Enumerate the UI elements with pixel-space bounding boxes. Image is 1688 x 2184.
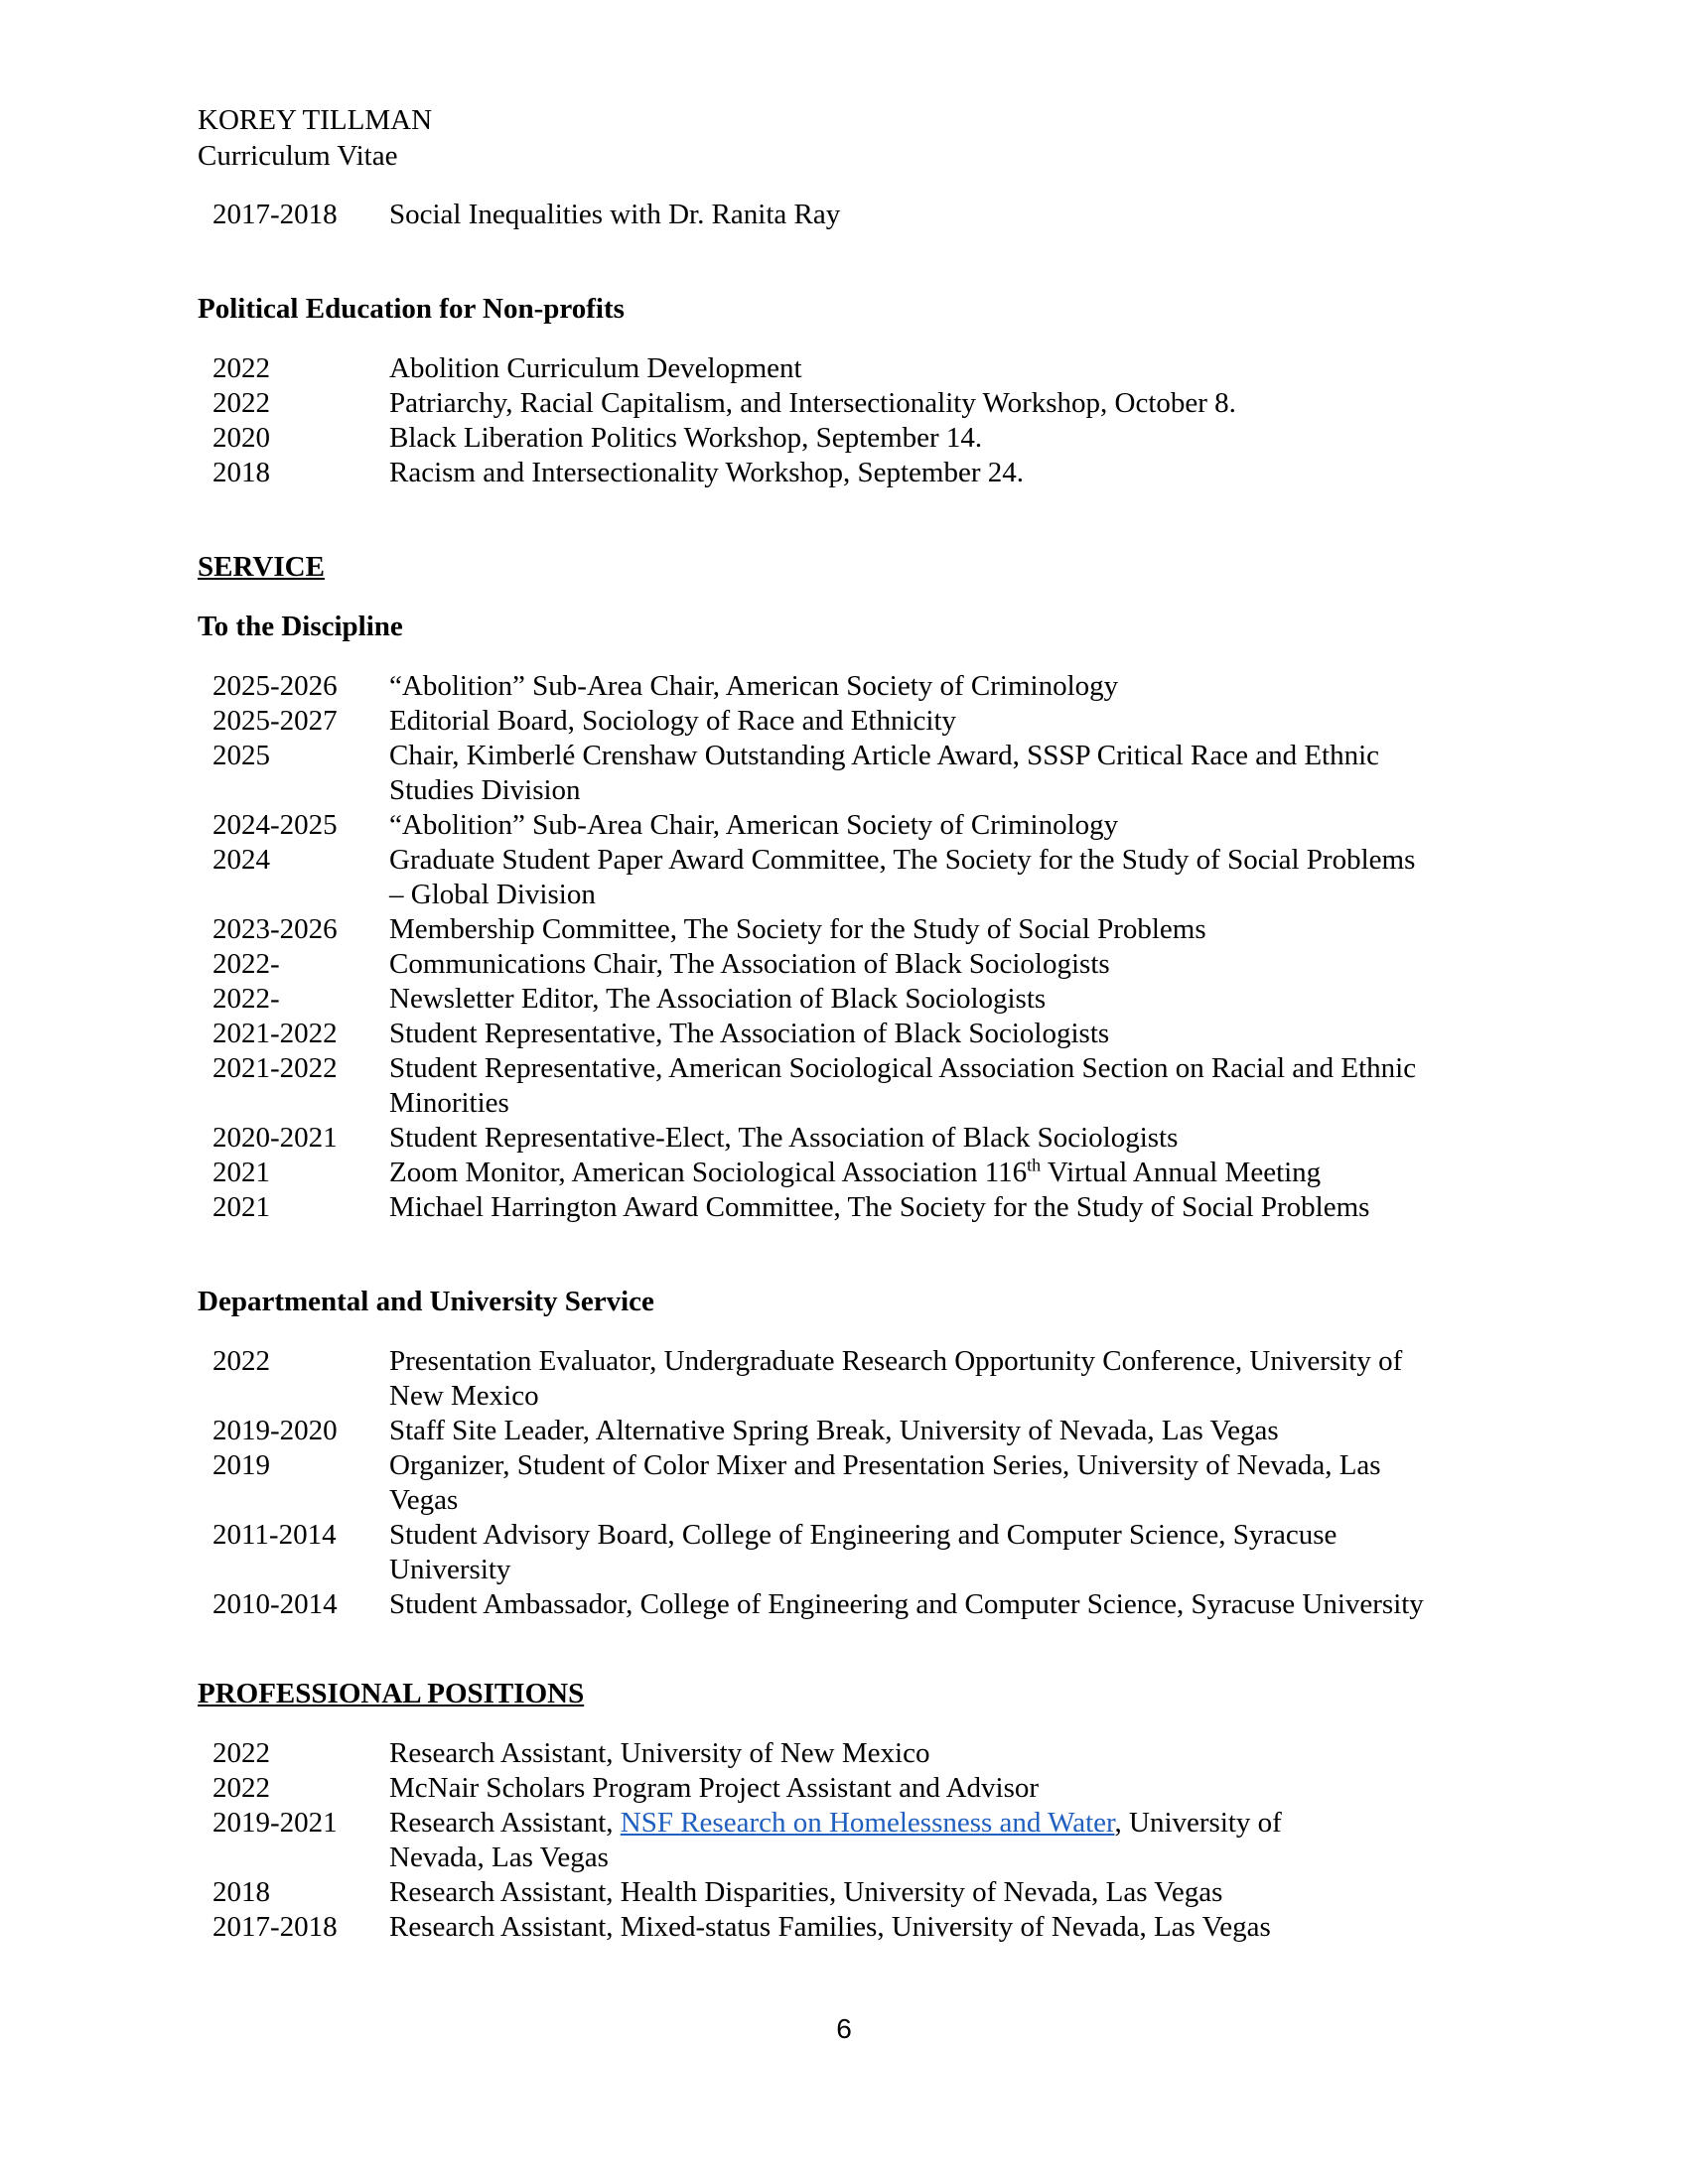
- discipline-service-list: [212, 669, 1503, 1225]
- entry-description: [389, 1518, 1503, 1587]
- university-service-heading: Departmental and University Service: [198, 1286, 654, 1317]
- entry-year: 2022-: [212, 948, 280, 980]
- cv-header: [198, 102, 432, 174]
- entry-year: 2019-2020: [212, 1415, 338, 1446]
- nsf-research-link[interactable]: NSF Research on Homelessness and Water: [620, 1807, 1115, 1839]
- entry-description: [389, 1051, 1503, 1121]
- entry-year: 2020-2021: [212, 1122, 338, 1154]
- entry-description: Black Liberation Politics Workshop, September 14.: [389, 422, 983, 454]
- entry-description-line: Presentation Evaluator, Undergraduate Research Opportunity Conference, University of: [389, 1345, 1403, 1377]
- entry-description: Staff Site Leader, Alternative Spring Break, University of Nevada, Las Vegas: [389, 1415, 1279, 1446]
- professional-positions-heading: PROFESSIONAL POSITIONS: [198, 1678, 585, 1709]
- page-number: 6: [836, 2013, 852, 2044]
- entry-description: [389, 843, 1503, 912]
- political-education-list: [212, 351, 1503, 490]
- entry-description-line: New Mexico: [389, 1380, 539, 1412]
- entry-year: 2018: [212, 457, 270, 488]
- entry-year: 2022: [212, 387, 270, 419]
- teaching-continued-list: [212, 198, 1503, 232]
- list-item: [212, 1518, 1503, 1587]
- author-name: KOREY TILLMAN: [198, 104, 433, 136]
- entry-description: “Abolition” Sub-Area Chair, American Society of Criminology: [389, 670, 1119, 702]
- entry-year: 2017-2018: [212, 199, 338, 230]
- entry-year: 2018: [212, 1876, 270, 1908]
- list-item: [212, 421, 1503, 456]
- entry-description: McNair Scholars Program Project Assistant and Advisor: [389, 1772, 1040, 1804]
- entry-description-text: Virtual Annual Meeting: [1041, 1157, 1322, 1188]
- entry-description: Student Representative, The Association of Black Sociologists: [389, 1018, 1110, 1049]
- entry-year: 2022: [212, 1345, 270, 1377]
- entry-description: Student Representative-Elect, The Association of Black Sociologists: [389, 1122, 1179, 1154]
- list-item: [212, 1121, 1503, 1156]
- list-item: [212, 1156, 1503, 1190]
- entry-description-line: Nevada, Las Vegas: [389, 1842, 609, 1873]
- university-service-list: [212, 1344, 1503, 1622]
- list-item: [212, 947, 1503, 982]
- entry-description-line: Studies Division: [389, 774, 581, 806]
- entry-year: 2020: [212, 422, 270, 454]
- entry-description-line: University: [389, 1554, 511, 1585]
- list-item: [212, 912, 1503, 947]
- entry-description: Communications Chair, The Association of Black Sociologists: [389, 948, 1110, 980]
- list-item: [212, 739, 1503, 808]
- entry-description: Editorial Board, Sociology of Race and Ethnicity: [389, 705, 957, 737]
- entry-year: 2011-2014: [212, 1519, 337, 1551]
- entry-year: 2021-2022: [212, 1052, 338, 1084]
- entry-year: 2021: [212, 1191, 270, 1223]
- political-education-heading: Political Education for Non-profits: [198, 293, 625, 325]
- list-item: [212, 1736, 1503, 1771]
- discipline-service-heading: To the Discipline: [198, 611, 403, 642]
- entry-description: Research Assistant, Mixed-status Families, University of Nevada, Las Vegas: [389, 1911, 1271, 1943]
- list-item: [212, 1344, 1503, 1414]
- entry-description: [389, 1156, 1503, 1190]
- entry-year: 2021: [212, 1157, 270, 1188]
- entry-description-line: Minorities: [389, 1087, 509, 1119]
- list-item: [212, 1190, 1503, 1225]
- entry-description: Patriarchy, Racial Capitalism, and Intersectionality Workshop, October 8.: [389, 387, 1236, 419]
- list-item: [212, 386, 1503, 421]
- entry-description: Student Ambassador, College of Engineering and Computer Science, Syracuse University: [389, 1588, 1424, 1620]
- entry-description-line: Chair, Kimberlé Crenshaw Outstanding Article Award, SSSP Critical Race and Ethnic: [389, 740, 1380, 771]
- entry-description-line: Student Advisory Board, College of Engineering and Computer Science, Syracuse: [389, 1519, 1337, 1551]
- entry-year: 2021-2022: [212, 1018, 338, 1049]
- entry-year: 2022: [212, 352, 270, 384]
- entry-year: 2022: [212, 1737, 270, 1769]
- list-item: [212, 198, 1503, 232]
- list-item: [212, 669, 1503, 704]
- entry-year: 2025-2027: [212, 705, 338, 737]
- list-item: [212, 1587, 1503, 1622]
- list-item: [212, 1414, 1503, 1448]
- list-item: [212, 1448, 1503, 1518]
- list-item: [212, 1017, 1503, 1051]
- entry-year: 2023-2026: [212, 913, 338, 945]
- document-subtitle: Curriculum Vitae: [198, 140, 398, 172]
- entry-description-text: , University of: [1114, 1807, 1282, 1839]
- entry-description: “Abolition” Sub-Area Chair, American Society of Criminology: [389, 809, 1119, 841]
- entry-year: 2022: [212, 1772, 270, 1804]
- entry-year: 2010-2014: [212, 1588, 338, 1620]
- entry-year: 2025-2026: [212, 670, 338, 702]
- entry-year: 2024: [212, 844, 270, 876]
- entry-description: Abolition Curriculum Development: [389, 352, 802, 384]
- entry-year: 2025: [212, 740, 270, 771]
- list-item: [212, 456, 1503, 490]
- list-item: [212, 843, 1503, 912]
- entry-description: Social Inequalities with Dr. Ranita Ray: [389, 199, 841, 230]
- entry-description-text: Research Assistant,: [389, 1807, 621, 1839]
- entry-description-line: Vegas: [389, 1484, 459, 1516]
- entry-description: [389, 1344, 1503, 1414]
- entry-description: Membership Committee, The Society for the Study of Social Problems: [389, 913, 1206, 945]
- list-item: [212, 704, 1503, 739]
- list-item: [212, 1806, 1503, 1875]
- professional-positions-list: [212, 1736, 1503, 1945]
- entry-description-line: Organizer, Student of Color Mixer and Presentation Series, University of Nevada, Las: [389, 1449, 1381, 1481]
- list-item: [212, 982, 1503, 1017]
- entry-year: 2022-: [212, 983, 280, 1015]
- entry-description: Research Assistant, Health Disparities, University of Nevada, Las Vegas: [389, 1876, 1223, 1908]
- list-item: [212, 351, 1503, 386]
- entry-year: 2019: [212, 1449, 270, 1481]
- entry-description: Research Assistant, University of New Mexico: [389, 1737, 930, 1769]
- service-heading: SERVICE: [198, 551, 325, 583]
- entry-description: Racism and Intersectionality Workshop, September 24.: [389, 457, 1025, 488]
- entry-description-line: – Global Division: [389, 879, 596, 910]
- entry-description: Newsletter Editor, The Association of Black Sociologists: [389, 983, 1047, 1015]
- entry-description: [389, 1806, 1503, 1875]
- entry-year: 2024-2025: [212, 809, 338, 841]
- list-item: [212, 1875, 1503, 1910]
- entry-description: Michael Harrington Award Committee, The Society for the Study of Social Problems: [389, 1191, 1370, 1223]
- list-item: [212, 1771, 1503, 1806]
- entry-year: 2017-2018: [212, 1911, 338, 1943]
- entry-description: [389, 739, 1503, 808]
- list-item: [212, 1910, 1503, 1945]
- entry-year: 2019-2021: [212, 1807, 338, 1839]
- list-item: [212, 808, 1503, 843]
- list-item: [212, 1051, 1503, 1121]
- ordinal-suffix: th: [1027, 1155, 1042, 1175]
- entry-description: [389, 1448, 1503, 1518]
- entry-description-line: Student Representative, American Sociological Association Section on Racial and Ethnic: [389, 1052, 1417, 1084]
- entry-description-line: Graduate Student Paper Award Committee, The Society for the Study of Social Problems: [389, 844, 1416, 876]
- entry-description-text: Zoom Monitor, American Sociological Association 116: [389, 1157, 1028, 1188]
